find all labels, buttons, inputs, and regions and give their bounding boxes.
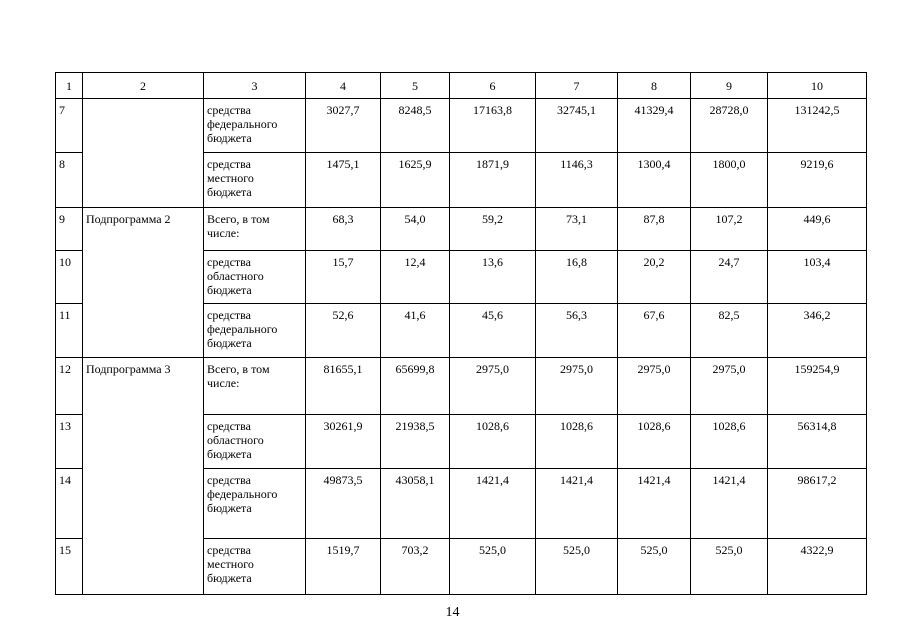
value-cell: 52,6 bbox=[306, 304, 381, 358]
value-cell: 449,6 bbox=[768, 208, 867, 251]
header-cell: 2 bbox=[83, 73, 204, 99]
funding-source-line: числе: bbox=[207, 226, 240, 240]
value-cell: 107,2 bbox=[691, 208, 768, 251]
funding-source bbox=[204, 208, 306, 251]
funding-source-line: местного bbox=[207, 171, 254, 185]
header-cell: 4 bbox=[306, 73, 381, 99]
funding-source bbox=[204, 153, 306, 208]
value-cell: 2975,0 bbox=[618, 358, 691, 415]
header-cell: 7 bbox=[536, 73, 618, 99]
header-cell: 1 bbox=[56, 73, 83, 99]
value-cell: 1800,0 bbox=[691, 153, 768, 208]
value-cell: 525,0 bbox=[536, 539, 618, 595]
value-cell: 13,6 bbox=[450, 251, 536, 304]
funding-source-line: бюджета bbox=[207, 131, 252, 145]
value-cell: 103,4 bbox=[768, 251, 867, 304]
value-cell: 41,6 bbox=[381, 304, 450, 358]
row-number: 8 bbox=[56, 153, 83, 208]
value-cell: 2975,0 bbox=[450, 358, 536, 415]
table-body bbox=[56, 73, 867, 595]
program-name bbox=[83, 99, 204, 208]
row-number: 12 bbox=[56, 358, 83, 415]
funding-source-line: бюджета bbox=[207, 283, 252, 297]
value-cell: 56314,8 bbox=[768, 415, 867, 469]
funding-source-line: местного bbox=[207, 557, 254, 571]
funding-source bbox=[204, 358, 306, 415]
value-cell: 525,0 bbox=[691, 539, 768, 595]
row-number: 13 bbox=[56, 415, 83, 469]
funding-source-line: бюджета bbox=[207, 336, 252, 350]
value-cell: 3027,7 bbox=[306, 99, 381, 153]
funding-source bbox=[204, 539, 306, 595]
value-cell: 41329,4 bbox=[618, 99, 691, 153]
funding-source-line: средства bbox=[207, 255, 252, 269]
header-cell: 5 bbox=[381, 73, 450, 99]
value-cell: 82,5 bbox=[691, 304, 768, 358]
funding-source bbox=[204, 251, 306, 304]
header-cell: 3 bbox=[204, 73, 306, 99]
funding-source bbox=[204, 304, 306, 358]
row-number: 11 bbox=[56, 304, 83, 358]
value-cell: 8248,5 bbox=[381, 99, 450, 153]
funding-source-line: областного bbox=[207, 269, 264, 283]
value-cell: 54,0 bbox=[381, 208, 450, 251]
value-cell: 346,2 bbox=[768, 304, 867, 358]
value-cell: 16,8 bbox=[536, 251, 618, 304]
row-number: 9 bbox=[56, 208, 83, 251]
program-name: Подпрограмма 3 bbox=[83, 358, 204, 595]
funding-source-line: бюджета bbox=[207, 501, 252, 515]
funding-source-line: областного bbox=[207, 433, 264, 447]
value-cell: 81655,1 bbox=[306, 358, 381, 415]
value-cell: 1519,7 bbox=[306, 539, 381, 595]
funding-source-line: Всего, в том bbox=[207, 362, 270, 376]
value-cell: 1421,4 bbox=[691, 469, 768, 539]
page-number: 14 bbox=[445, 605, 460, 620]
header-cell: 8 bbox=[618, 73, 691, 99]
value-cell: 2975,0 bbox=[691, 358, 768, 415]
value-cell: 49873,5 bbox=[306, 469, 381, 539]
value-cell: 1028,6 bbox=[618, 415, 691, 469]
value-cell: 28728,0 bbox=[691, 99, 768, 153]
funding-source-line: средства bbox=[207, 473, 252, 487]
value-cell: 68,3 bbox=[306, 208, 381, 251]
value-cell: 525,0 bbox=[618, 539, 691, 595]
value-cell: 159254,9 bbox=[768, 358, 867, 415]
funding-source-line: средства bbox=[207, 103, 252, 117]
value-cell: 21938,5 bbox=[381, 415, 450, 469]
value-cell: 59,2 bbox=[450, 208, 536, 251]
value-cell: 4322,9 bbox=[768, 539, 867, 595]
value-cell: 32745,1 bbox=[536, 99, 618, 153]
funding-source-line: средства bbox=[207, 157, 252, 171]
funding-source-line: федерального bbox=[207, 487, 278, 501]
funding-source bbox=[204, 99, 306, 153]
funding-source-line: бюджета bbox=[207, 571, 252, 585]
funding-source-line: федерального bbox=[207, 322, 278, 336]
value-cell: 98617,2 bbox=[768, 469, 867, 539]
table-row bbox=[56, 208, 867, 251]
header-cell: 10 bbox=[768, 73, 867, 99]
value-cell: 1421,4 bbox=[536, 469, 618, 539]
value-cell: 1300,4 bbox=[618, 153, 691, 208]
value-cell: 65699,8 bbox=[381, 358, 450, 415]
funding-source-line: Всего, в том bbox=[207, 212, 270, 226]
value-cell: 1421,4 bbox=[450, 469, 536, 539]
value-cell: 1028,6 bbox=[536, 415, 618, 469]
value-cell: 2975,0 bbox=[536, 358, 618, 415]
value-cell: 45,6 bbox=[450, 304, 536, 358]
value-cell: 67,6 bbox=[618, 304, 691, 358]
funding-source-line: средства bbox=[207, 308, 252, 322]
funding-source-line: числе: bbox=[207, 376, 240, 390]
value-cell: 15,7 bbox=[306, 251, 381, 304]
value-cell: 20,2 bbox=[618, 251, 691, 304]
value-cell: 703,2 bbox=[381, 539, 450, 595]
funding-source-line: бюджета bbox=[207, 185, 252, 199]
funding-source bbox=[204, 415, 306, 469]
program-name: Подпрограмма 2 bbox=[83, 208, 204, 358]
value-cell: 525,0 bbox=[450, 539, 536, 595]
value-cell: 1028,6 bbox=[691, 415, 768, 469]
value-cell: 17163,8 bbox=[450, 99, 536, 153]
value-cell: 1421,4 bbox=[618, 469, 691, 539]
funding-source-line: бюджета bbox=[207, 447, 252, 461]
funding-source-line: федерального bbox=[207, 117, 278, 131]
value-cell: 43058,1 bbox=[381, 469, 450, 539]
value-cell: 30261,9 bbox=[306, 415, 381, 469]
funding-source-line: средства bbox=[207, 543, 252, 557]
value-cell: 73,1 bbox=[536, 208, 618, 251]
table-row bbox=[56, 99, 867, 153]
value-cell: 87,8 bbox=[618, 208, 691, 251]
value-cell: 9219,6 bbox=[768, 153, 867, 208]
table-row bbox=[56, 358, 867, 415]
budget-table bbox=[55, 72, 867, 595]
value-cell: 1146,3 bbox=[536, 153, 618, 208]
value-cell: 1871,9 bbox=[450, 153, 536, 208]
value-cell: 1475,1 bbox=[306, 153, 381, 208]
funding-source bbox=[204, 469, 306, 539]
value-cell: 24,7 bbox=[691, 251, 768, 304]
value-cell: 56,3 bbox=[536, 304, 618, 358]
value-cell: 131242,5 bbox=[768, 99, 867, 153]
header-row bbox=[56, 73, 867, 99]
row-number: 10 bbox=[56, 251, 83, 304]
value-cell: 12,4 bbox=[381, 251, 450, 304]
row-number: 7 bbox=[56, 99, 83, 153]
value-cell: 1625,9 bbox=[381, 153, 450, 208]
row-number: 15 bbox=[56, 539, 83, 595]
header-cell: 6 bbox=[450, 73, 536, 99]
value-cell: 1028,6 bbox=[450, 415, 536, 469]
header-cell: 9 bbox=[691, 73, 768, 99]
row-number: 14 bbox=[56, 469, 83, 539]
funding-source-line: средства bbox=[207, 419, 252, 433]
